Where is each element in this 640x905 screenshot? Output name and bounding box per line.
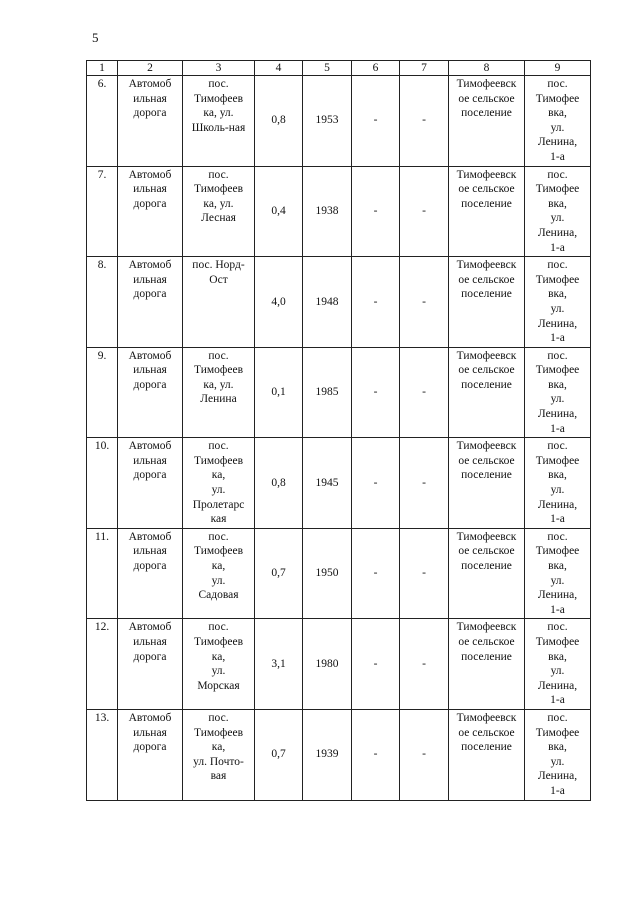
owner-cell: Тимофеевск ое сельское поселение (449, 709, 525, 800)
column-7-cell: - (400, 76, 449, 167)
owner-address-cell: пос. Тимофее вка, ул. Ленина, 1-а (525, 347, 591, 438)
length-cell: 0,8 (255, 76, 303, 167)
object-type-cell: Автомоб ильная дорога (118, 257, 183, 348)
column-7-cell: - (400, 438, 449, 529)
table-body (87, 76, 591, 801)
column-7-cell: - (400, 528, 449, 619)
page-number: 5 (92, 30, 99, 45)
length-cell: 0,7 (255, 709, 303, 800)
row-number-cell: 8. (87, 257, 118, 348)
table-row (87, 257, 591, 348)
column-6-cell: - (352, 709, 400, 800)
column-header: 2 (118, 61, 183, 76)
length-cell: 0,8 (255, 438, 303, 529)
column-7-cell: - (400, 347, 449, 438)
column-6-cell: - (352, 76, 400, 167)
year-cell: 1953 (303, 76, 352, 167)
location-cell: пос. Тимофеев ка, ул. Лесная (183, 166, 255, 257)
year-cell: 1945 (303, 438, 352, 529)
year-cell: 1938 (303, 166, 352, 257)
owner-cell: Тимофеевск ое сельское поселение (449, 76, 525, 167)
table-row (87, 709, 591, 800)
location-cell: пос. Тимофеев ка, ул. Садовая (183, 528, 255, 619)
column-7-cell: - (400, 619, 449, 710)
column-6-cell: - (352, 438, 400, 529)
location-cell: пос. Норд- Ост (183, 257, 255, 348)
owner-cell: Тимофеевск ое сельское поселение (449, 166, 525, 257)
column-header: 8 (449, 61, 525, 76)
length-cell: 0,1 (255, 347, 303, 438)
row-number-cell: 11. (87, 528, 118, 619)
object-type-cell: Автомоб ильная дорога (118, 166, 183, 257)
column-header: 1 (87, 61, 118, 76)
column-header: 4 (255, 61, 303, 76)
owner-address-cell: пос. Тимофее вка, ул. Ленина, 1-а (525, 528, 591, 619)
object-type-cell: Автомоб ильная дорога (118, 76, 183, 167)
column-header: 9 (525, 61, 591, 76)
location-cell: пос. Тимофеев ка, ул. Пролетарс кая (183, 438, 255, 529)
column-header: 3 (183, 61, 255, 76)
row-number-cell: 7. (87, 166, 118, 257)
table-row (87, 166, 591, 257)
owner-cell: Тимофеевск ое сельское поселение (449, 619, 525, 710)
owner-address-cell: пос. Тимофее вка, ул. Ленина, 1-а (525, 619, 591, 710)
object-type-cell: Автомоб ильная дорога (118, 438, 183, 529)
owner-address-cell: пос. Тимофее вка, ул. Ленина, 1-а (525, 76, 591, 167)
location-cell: пос. Тимофеев ка, ул. Школь-ная (183, 76, 255, 167)
length-cell: 4,0 (255, 257, 303, 348)
column-6-cell: - (352, 528, 400, 619)
year-cell: 1950 (303, 528, 352, 619)
length-cell: 0,7 (255, 528, 303, 619)
column-6-cell: - (352, 619, 400, 710)
column-header: 5 (303, 61, 352, 76)
column-header: 6 (352, 61, 400, 76)
length-cell: 0,4 (255, 166, 303, 257)
year-cell: 1985 (303, 347, 352, 438)
table-row (87, 619, 591, 710)
location-cell: пос. Тимофеев ка, ул. Морская (183, 619, 255, 710)
column-7-cell: - (400, 257, 449, 348)
column-7-cell: - (400, 709, 449, 800)
column-header: 7 (400, 61, 449, 76)
table-row (87, 438, 591, 529)
column-6-cell: - (352, 166, 400, 257)
roads-registry-table (86, 60, 591, 801)
length-cell: 3,1 (255, 619, 303, 710)
column-number-row (87, 61, 591, 76)
object-type-cell: Автомоб ильная дорога (118, 528, 183, 619)
owner-cell: Тимофеевск ое сельское поселение (449, 257, 525, 348)
location-cell: пос. Тимофеев ка, ул. Почто- вая (183, 709, 255, 800)
object-type-cell: Автомоб ильная дорога (118, 347, 183, 438)
row-number-cell: 10. (87, 438, 118, 529)
owner-address-cell: пос. Тимофее вка, ул. Ленина, 1-а (525, 257, 591, 348)
owner-address-cell: пос. Тимофее вка, ул. Ленина, 1-а (525, 438, 591, 529)
row-number-cell: 6. (87, 76, 118, 167)
owner-address-cell: пос. Тимофее вка, ул. Ленина, 1-а (525, 166, 591, 257)
column-7-cell: - (400, 166, 449, 257)
row-number-cell: 13. (87, 709, 118, 800)
table-row (87, 347, 591, 438)
column-6-cell: - (352, 257, 400, 348)
table-row (87, 76, 591, 167)
column-6-cell: - (352, 347, 400, 438)
object-type-cell: Автомоб ильная дорога (118, 619, 183, 710)
table-row (87, 528, 591, 619)
year-cell: 1939 (303, 709, 352, 800)
owner-address-cell: пос. Тимофее вка, ул. Ленина, 1-а (525, 709, 591, 800)
row-number-cell: 9. (87, 347, 118, 438)
owner-cell: Тимофеевск ое сельское поселение (449, 347, 525, 438)
owner-cell: Тимофеевск ое сельское поселение (449, 438, 525, 529)
owner-cell: Тимофеевск ое сельское поселение (449, 528, 525, 619)
object-type-cell: Автомоб ильная дорога (118, 709, 183, 800)
location-cell: пос. Тимофеев ка, ул. Ленина (183, 347, 255, 438)
row-number-cell: 12. (87, 619, 118, 710)
year-cell: 1948 (303, 257, 352, 348)
year-cell: 1980 (303, 619, 352, 710)
